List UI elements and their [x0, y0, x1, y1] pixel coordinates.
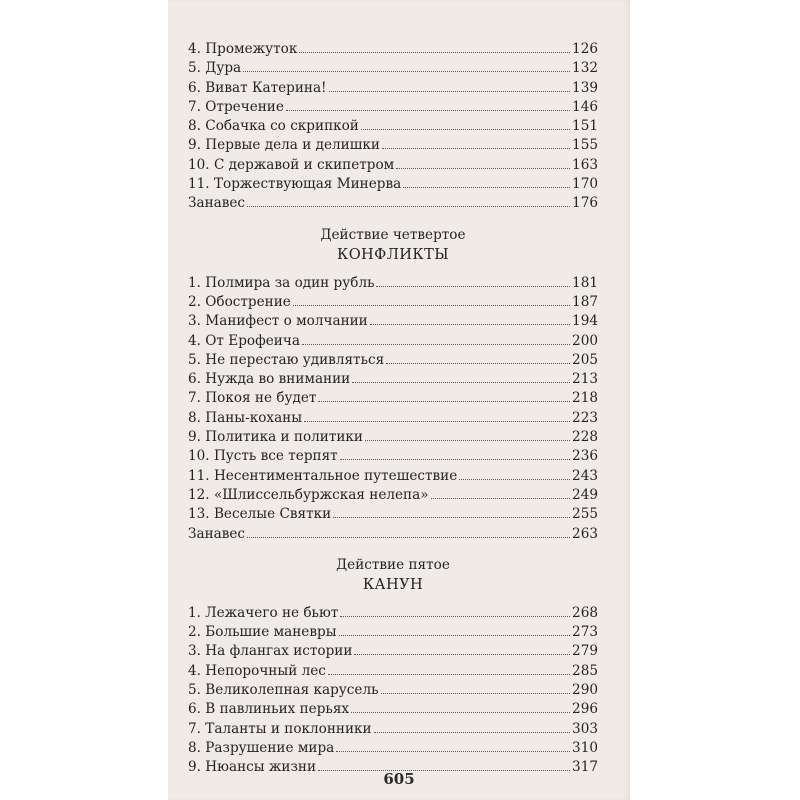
toc-entry-page: 218 [572, 390, 598, 407]
toc-entry [188, 486, 598, 505]
toc-entry-title: 7. Покоя не будет [188, 390, 317, 407]
toc-entry-title: 8. Разрушение мира [188, 739, 335, 756]
toc-entry [188, 604, 598, 623]
toc-entry [188, 175, 598, 194]
toc-entry [188, 79, 598, 98]
dot-leader [351, 712, 570, 713]
toc-entry-title: 2. Большие маневры [188, 624, 337, 641]
dot-leader [333, 517, 570, 518]
dot-leader [403, 187, 570, 188]
book-page [168, 0, 630, 800]
act4-heading [188, 225, 598, 265]
toc-entry-title: 8. Собачка со скрипкой [188, 118, 359, 135]
toc-entry-page: 228 [572, 429, 598, 446]
toc-entry-title: 6. Виват Катерина! [188, 79, 327, 96]
toc-entry [188, 194, 598, 213]
dot-leader [243, 71, 570, 72]
toc-entry-page: 268 [572, 604, 598, 621]
toc-entry-title: 12. «Шлиссельбуржская нелепа» [188, 486, 429, 503]
toc-entry-title: 3. На флангах истории [188, 643, 353, 660]
toc-entry [188, 156, 598, 175]
toc-entry-page: 317 [572, 759, 598, 776]
toc-entry-title: 10. С державой и скипетром [188, 156, 395, 173]
toc-entry-title: 11. Торжествующая Минерва [188, 176, 402, 193]
toc-entry [188, 409, 598, 428]
toc-entry-title: 13. Веселые Святки [188, 506, 332, 523]
toc-entry [188, 332, 598, 351]
dot-leader [336, 751, 570, 752]
toc-entry-page: 290 [572, 682, 598, 699]
dot-leader [328, 674, 570, 675]
toc-entry-title: 4. Непорочный лес [188, 662, 326, 679]
toc-entry-page: 181 [572, 274, 598, 291]
dot-leader [382, 148, 570, 149]
dot-leader [386, 363, 570, 364]
toc-entry-title: 6. Нужда во внимании [188, 371, 351, 388]
dot-leader [247, 206, 570, 207]
toc-entry-page: 132 [572, 60, 598, 77]
toc-entry [188, 312, 598, 331]
toc-entry [188, 136, 598, 155]
dot-leader [302, 344, 570, 345]
dot-leader [370, 324, 570, 325]
toc-entry-page: 263 [572, 525, 598, 542]
page-number: 605 [383, 770, 415, 788]
toc-entry-title: 4. От Ерофеича [188, 332, 300, 349]
dot-leader [354, 654, 570, 655]
toc-entry [188, 467, 598, 486]
dot-leader [376, 286, 570, 287]
toc-entry-page: 279 [572, 643, 598, 660]
toc-entry-title: 9. Политика и политики [188, 429, 363, 446]
toc-entry [188, 662, 598, 681]
toc-entry-page: 170 [572, 176, 598, 193]
dot-leader [365, 440, 570, 441]
toc-entry [188, 98, 598, 117]
toc-entry [188, 505, 598, 524]
toc-entry [188, 351, 598, 370]
toc-entry [188, 623, 598, 642]
toc-entry-title: 6. В павлиньих перьях [188, 701, 350, 718]
toc-entry-page: 213 [572, 371, 598, 388]
toc-entry [188, 274, 598, 293]
toc-entry-title: 5. Не перестаю удивляться [188, 351, 385, 368]
toc-entry-page: 243 [572, 467, 598, 484]
toc-entry [188, 293, 598, 312]
act-title: КОНФЛИКТЫ [337, 245, 449, 263]
toc-entry [188, 447, 598, 466]
toc-entry-title: 9. Нюансы жизни [188, 759, 316, 776]
toc-entry [188, 117, 598, 136]
toc-block-act3-continued [188, 40, 598, 214]
toc-entry-title: 1. Лежачего не бьют [188, 604, 339, 621]
toc-entry-page: 310 [572, 739, 598, 756]
toc-entry-page: 200 [572, 332, 598, 349]
toc-entry-page: 139 [572, 79, 598, 96]
toc-entry-page: 176 [572, 195, 598, 212]
table-of-contents [188, 40, 598, 778]
act-label: Действие четвертое [320, 226, 466, 243]
dot-leader [352, 382, 570, 383]
dot-leader [340, 616, 570, 617]
toc-block-act4 [188, 274, 598, 544]
toc-entry-title: 1. Полмира за один рубль [188, 274, 375, 291]
toc-entry-title: 5. Великолепная карусель [188, 682, 379, 699]
toc-entry-page: 285 [572, 662, 598, 679]
dot-leader [381, 693, 571, 694]
toc-entry [188, 700, 598, 719]
toc-entry-page: 236 [572, 448, 598, 465]
toc-entry-title: 3. Манифест о молчании [188, 313, 368, 330]
toc-entry-title: 10. Пусть все терпят [188, 448, 338, 465]
toc-entry-page: 273 [572, 624, 598, 641]
toc-entry-page: 296 [572, 701, 598, 718]
dot-leader [293, 305, 570, 306]
toc-entry-title: 11. Несентиментальное путешествие [188, 467, 458, 484]
toc-entry [188, 40, 598, 59]
act-label: Действие пятое [336, 556, 450, 573]
toc-entry [188, 720, 598, 739]
toc-entry-page: 205 [572, 351, 598, 368]
toc-entry [188, 642, 598, 661]
dot-leader [286, 110, 570, 111]
toc-entry-page: 194 [572, 313, 598, 330]
toc-entry-page: 255 [572, 506, 598, 523]
toc-entry-title: 9. Первые дела и делишки [188, 137, 380, 154]
toc-entry-page: 151 [572, 118, 598, 135]
dot-leader [396, 168, 570, 169]
toc-entry-title: 7. Таланты и поклонники [188, 720, 372, 737]
act-title: КАНУН [362, 575, 424, 593]
toc-entry-title: 7. Отречение [188, 98, 284, 115]
toc-entry-page: 187 [572, 293, 598, 310]
dot-leader [299, 52, 570, 53]
toc-entry-page: 126 [572, 41, 598, 57]
toc-entry [188, 370, 598, 389]
toc-entry-title: 5. Дура [188, 60, 242, 77]
toc-entry [188, 525, 598, 544]
toc-entry [188, 59, 598, 78]
toc-entry-title: 8. Паны-коханы [188, 409, 303, 426]
toc-block-act5 [188, 604, 598, 778]
dot-leader [374, 732, 570, 733]
toc-entry-page: 146 [572, 98, 598, 115]
dot-leader [459, 479, 570, 480]
toc-entry-title: 4. Промежуток [188, 41, 298, 57]
toc-entry-title: 2. Обострение [188, 293, 291, 310]
toc-entry-page: 163 [572, 156, 598, 173]
toc-entry-title: Занавес [188, 525, 246, 542]
toc-entry-page: 155 [572, 137, 598, 154]
act5-heading [188, 555, 598, 595]
dot-leader [318, 401, 570, 402]
dot-leader [340, 459, 570, 460]
dot-leader [329, 91, 571, 92]
dot-leader [431, 498, 571, 499]
dot-leader [339, 635, 571, 636]
toc-entry [188, 389, 598, 408]
toc-entry-page: 249 [572, 486, 598, 503]
toc-entry-page: 223 [572, 409, 598, 426]
toc-entry [188, 739, 598, 758]
dot-leader [247, 537, 570, 538]
dot-leader [361, 129, 570, 130]
dot-leader [304, 421, 570, 422]
toc-entry-page: 303 [572, 720, 598, 737]
toc-entry [188, 428, 598, 447]
toc-entry-title: Занавес [188, 195, 246, 212]
toc-entry [188, 681, 598, 700]
